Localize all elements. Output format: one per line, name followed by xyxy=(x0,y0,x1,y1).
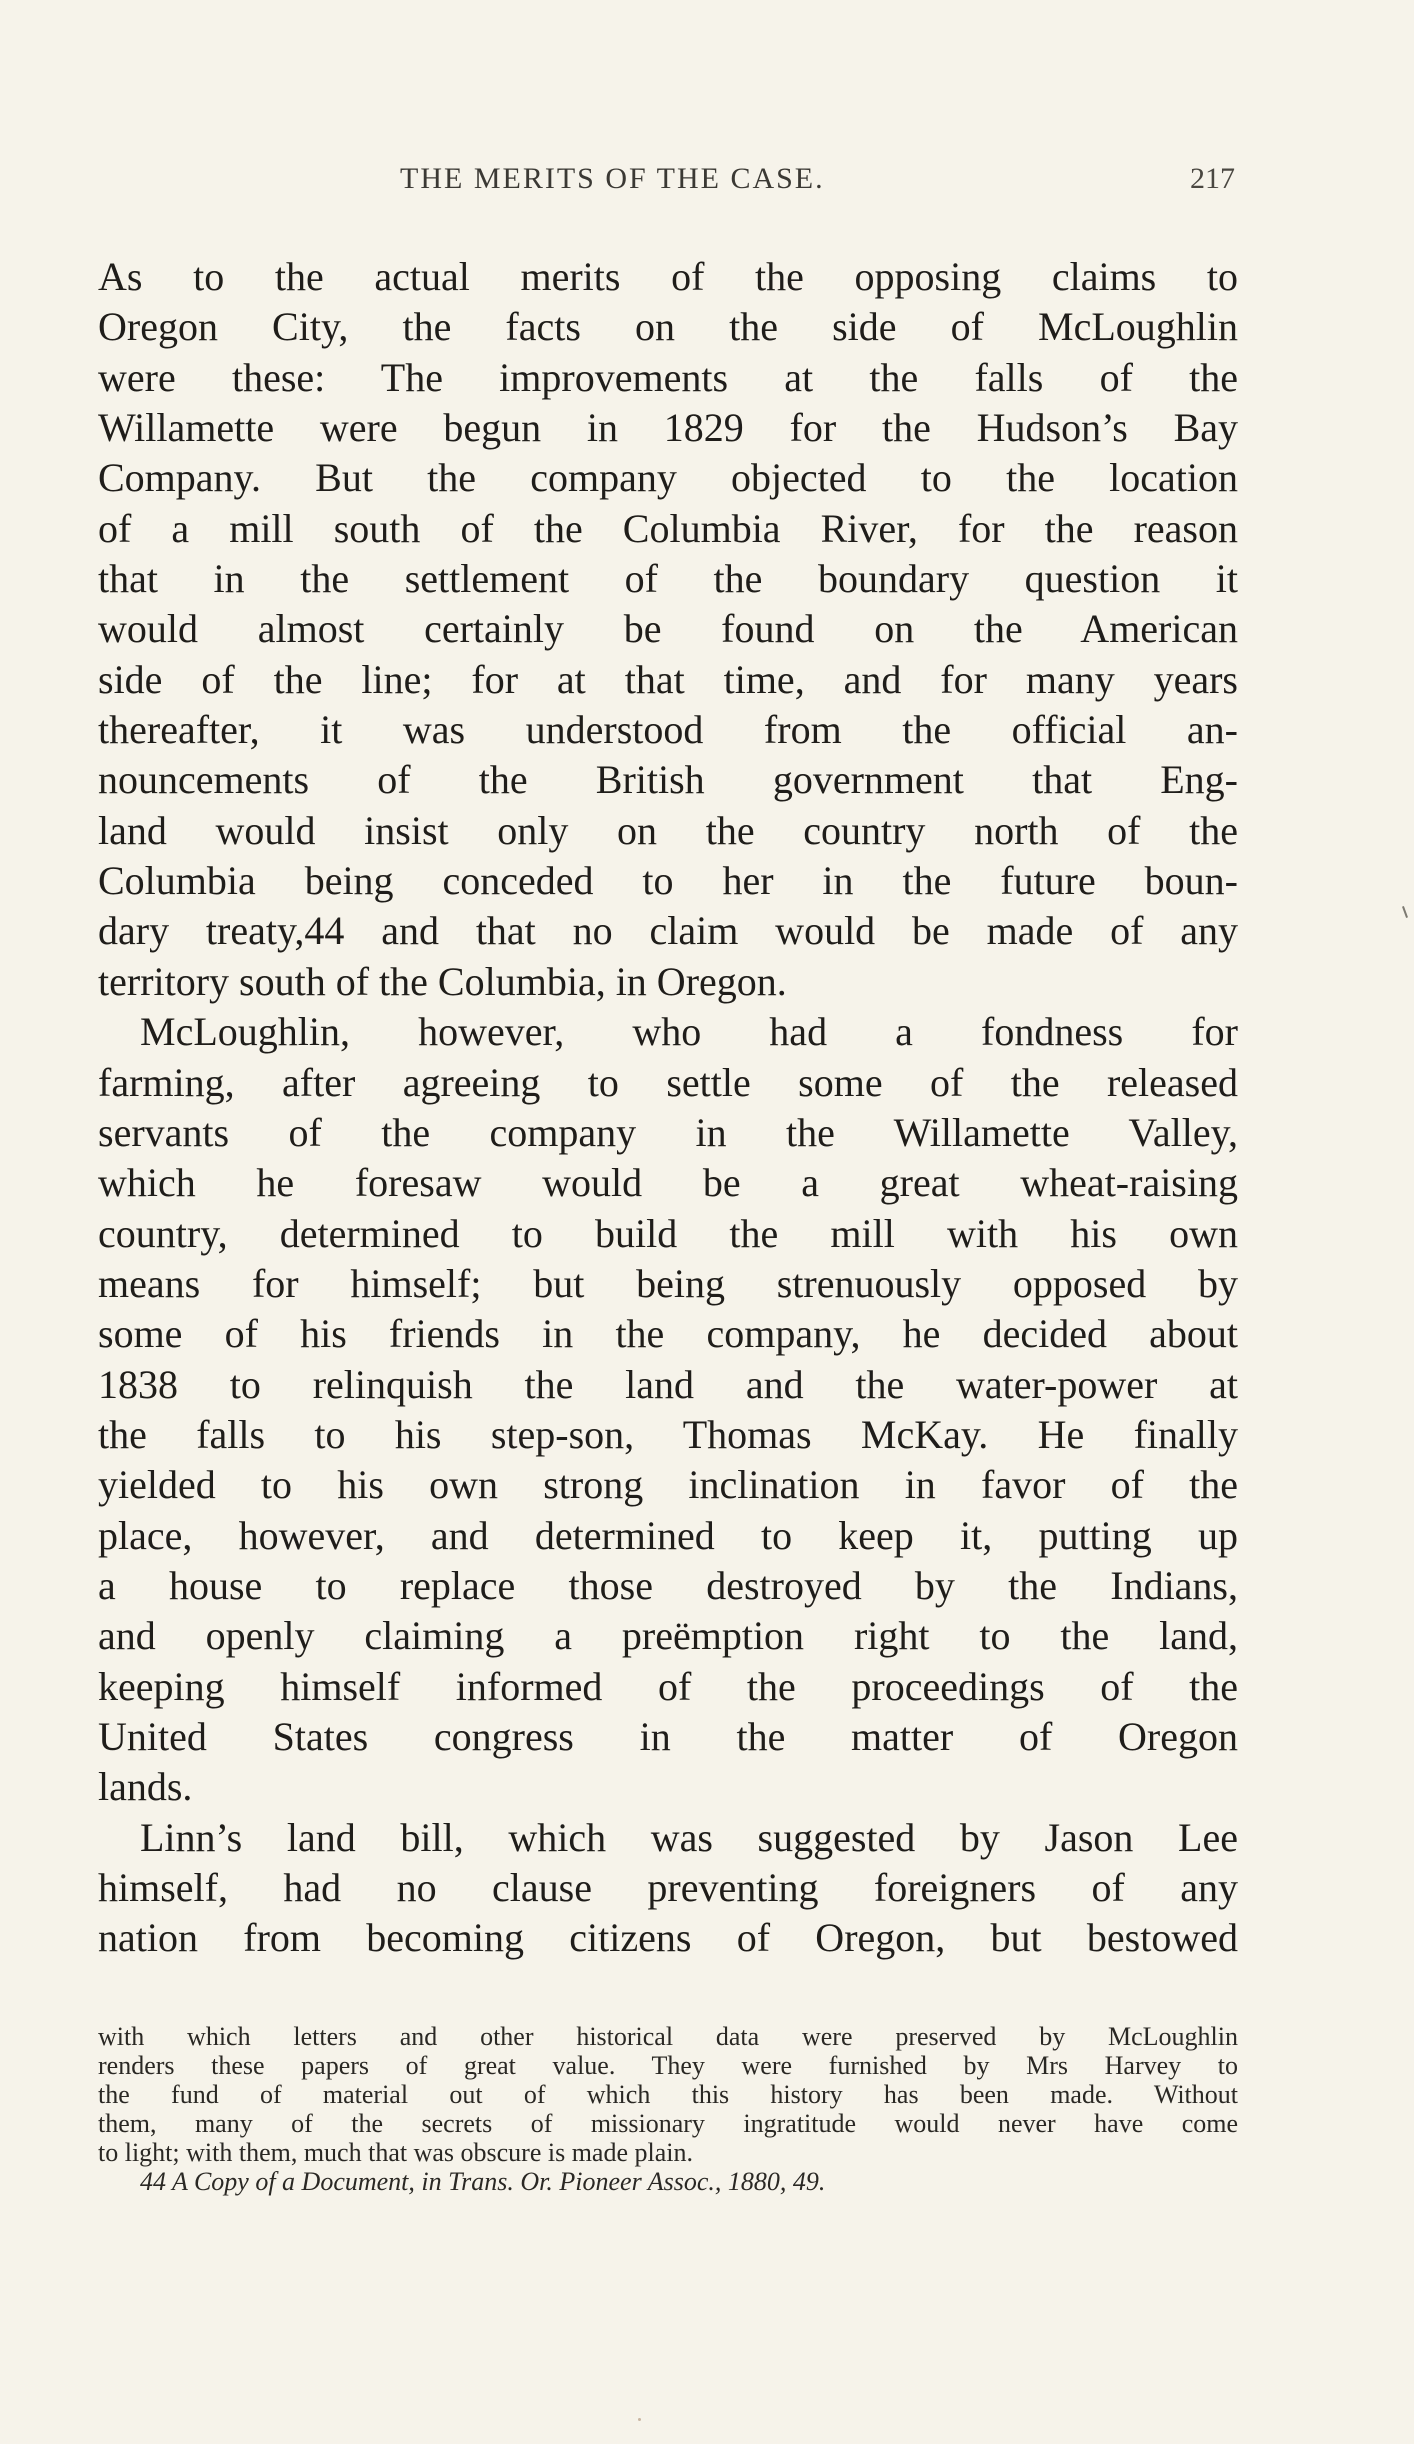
footnote-line: 44 A Copy of a Document, in Trans. Or. Pioneer Assoc., 1880, 49. xyxy=(140,2167,826,2196)
text-line: As to the actual merits of the opposing claims to xyxy=(98,254,1238,299)
main-text-block xyxy=(98,252,1238,1964)
text-line: McLoughlin, however, who had a fondness for xyxy=(140,1009,1238,1055)
text-line: 1838 to relinquish the land and the water-power at xyxy=(98,1361,1238,1407)
page-number: 217 xyxy=(1190,162,1235,195)
page-speck xyxy=(638,2418,641,2421)
text-line: territory south of the Columbia, in Oregon. xyxy=(98,958,787,1004)
footnote-line: to light; with them, much that was obscure is made plain. xyxy=(98,2138,694,2167)
print-mark xyxy=(1402,906,1408,918)
text-line: a house to replace those destroyed by the Indians, xyxy=(98,1562,1238,1608)
text-line: means for himself; but being strenuously opposed by xyxy=(98,1260,1238,1306)
footnotes-block xyxy=(98,2022,1238,2196)
running-head: THE MERITS OF THE CASE. xyxy=(400,162,825,195)
text-line: country, determined to build the mill with his own xyxy=(98,1210,1238,1256)
text-line: keeping himself informed of the proceedings of the xyxy=(98,1663,1238,1709)
footnote-line: with which letters and other historical data were preserved by McLoughlin xyxy=(98,2022,1238,2051)
text-line: side of the line; for at that time, and for many years xyxy=(98,656,1238,702)
text-line: servants of the company in the Willamette Valley, xyxy=(98,1109,1238,1155)
text-line: which he foresaw would be a great wheat-raising xyxy=(98,1160,1238,1206)
text-line: dary treaty,44 and that no claim would be made of any xyxy=(98,908,1238,954)
footnote-line: them, many of the secrets of missionary ingratitude would never have come xyxy=(98,2109,1238,2138)
text-line: farming, after agreeing to settle some of the released xyxy=(98,1059,1238,1105)
text-line: were these: The improvements at the falls of the xyxy=(98,354,1238,400)
text-line: land would insist only on the country north of the xyxy=(98,807,1238,853)
text-line: nation from becoming citizens of Oregon, but bestowed xyxy=(98,1915,1238,1961)
text-line: of a mill south of the Columbia River, for the reason xyxy=(98,505,1238,551)
text-line: the falls to his step-son, Thomas McKay. He finally xyxy=(98,1411,1238,1457)
footnote-line: the fund of material out of which this history has been made. Without xyxy=(98,2080,1238,2109)
text-line: that in the settlement of the boundary question it xyxy=(98,556,1238,602)
text-line: yielded to his own strong inclination in favor of the xyxy=(98,1462,1238,1508)
text-line: lands. xyxy=(98,1764,193,1810)
text-line: Willamette were begun in 1829 for the Hudson’s Bay xyxy=(98,405,1238,451)
text-line: Columbia being conceded to her in the future boun- xyxy=(98,858,1238,904)
footnote-line: renders these papers of great value. They were furnished by Mrs Harvey to xyxy=(98,2051,1238,2080)
text-line: thereafter, it was understood from the official an- xyxy=(98,707,1238,753)
text-line: himself, had no clause preventing foreigners of any xyxy=(98,1865,1238,1910)
text-line: nouncements of the British government that Eng- xyxy=(98,757,1238,803)
text-line: some of his friends in the company, he decided about xyxy=(98,1311,1238,1357)
text-line: Linn’s land bill, which was suggested by Jason Lee xyxy=(140,1814,1238,1860)
text-line: would almost certainly be found on the American xyxy=(98,606,1238,652)
text-line: Oregon City, the facts on the side of McLoughlin xyxy=(98,304,1238,350)
text-line: Company. But the company objected to the location xyxy=(98,455,1238,501)
text-line: and openly claiming a preëmption right to the land, xyxy=(98,1613,1238,1659)
text-line: place, however, and determined to keep it, putting up xyxy=(98,1512,1238,1558)
text-line: United States congress in the matter of Oregon xyxy=(98,1713,1238,1759)
